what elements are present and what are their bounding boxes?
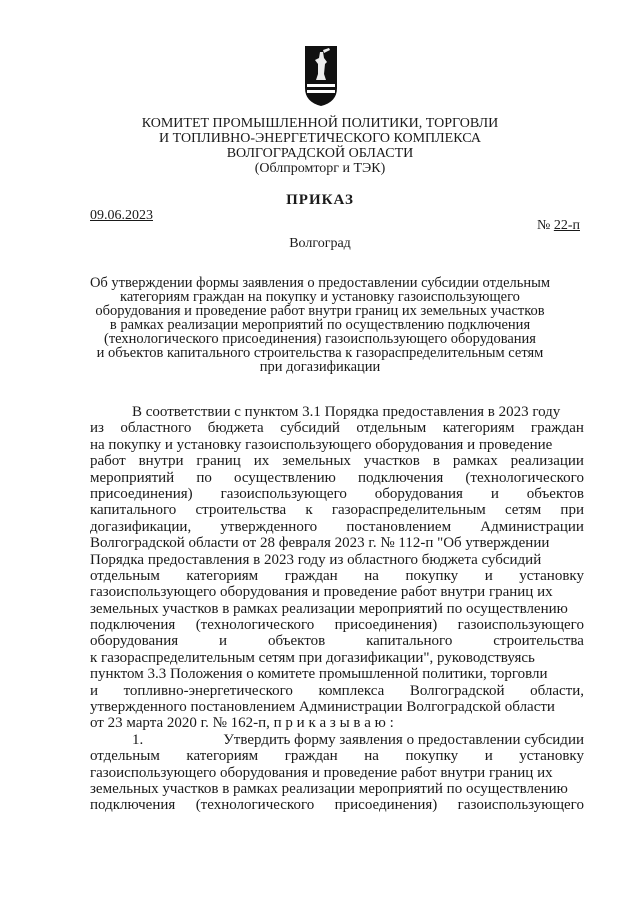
order-title: ПРИКАЗ (286, 192, 354, 208)
body-word: газоиспользующего (220, 485, 347, 502)
body-word: оборудования (90, 633, 179, 650)
body-line (90, 502, 584, 518)
body-word: утвержденного постановлением Администрации Волгоградской области (90, 699, 555, 716)
body-line (90, 748, 584, 764)
body-line (90, 633, 584, 649)
subject-line: в рамках реализации мероприятий по осуществлению подключения (109, 317, 531, 333)
body-word: В соответствии с пунктом 3.1 Порядка предоставления в 2023 году (132, 404, 561, 420)
org-line: ВОЛГОГРАДСКОЙ ОБЛАСТИ (226, 146, 414, 161)
body-word: Администрации (480, 518, 584, 535)
body-line (90, 584, 584, 600)
body-line (90, 535, 584, 551)
body-word: строительства (195, 502, 287, 519)
body-word: газоиспользующего оборудования и проведение работ внутри границ их (90, 584, 553, 601)
body-word: отдельным (90, 567, 160, 584)
body-line (90, 666, 584, 682)
body-word: от 23 марта 2020 г. № 162-п, п р и к а з ы в а ю : (90, 715, 394, 732)
body-word: категориям (186, 567, 259, 584)
body-word: и (484, 567, 493, 584)
body-word: постановлением (346, 518, 452, 535)
body-word: Порядка предоставления в 2023 году из областного бюджета субсидий (90, 551, 542, 568)
body-word: Волгоградской (409, 682, 505, 699)
body-word: утвержденного (220, 518, 318, 535)
order-number (537, 218, 580, 234)
body-word: граждан (284, 567, 338, 584)
body-word: к газораспределительным сетям при догазификации", руководствуясь (90, 649, 535, 666)
body-word: земельных (282, 453, 351, 470)
body-line (90, 601, 584, 617)
subject-line: категориям граждан на покупку и установку газоиспользующего (120, 289, 520, 305)
body-word: областного (120, 420, 192, 437)
subject-line: Об утверждении формы заявления о предоставлении субсидии отдельным (89, 275, 551, 291)
body-word: топливно-энергетического (123, 682, 293, 699)
body-word: внутри (138, 453, 184, 470)
body-line (90, 404, 584, 420)
body-word: (технологического (465, 469, 584, 486)
body-line (90, 568, 584, 584)
body-word: из (90, 420, 104, 437)
body-word: и (484, 748, 493, 765)
order-number-prefix: № (536, 218, 554, 233)
subject-line: (технологического присоединения) газоиспользующего оборудования (104, 331, 536, 347)
body-word: категориям (442, 420, 515, 437)
org-line: И ТОПЛИВНО-ЭНЕРГЕТИЧЕСКОГО КОМПЛЕКСА (159, 131, 481, 146)
body-word: участков (363, 453, 420, 470)
body-word: комплекса (318, 682, 385, 699)
body-word: подключения (358, 469, 444, 486)
body-line (90, 617, 584, 633)
body-line (90, 683, 584, 699)
body-line (90, 453, 584, 469)
order-number-value: 22-п (553, 218, 580, 233)
body-word: рамках (452, 453, 498, 470)
body-word: и (490, 485, 499, 502)
body-line (90, 519, 584, 535)
order-subject (0, 276, 640, 374)
body-word: и (219, 633, 228, 650)
body-word: отдельным (356, 420, 427, 437)
body-word: подключения (90, 797, 176, 814)
body-word: при (560, 502, 584, 519)
body-word: субсидий (280, 420, 340, 437)
body-word: пунктом 3.3 Положения о комитете промышленной политики, торговли (90, 666, 548, 683)
body-word: покупку (405, 748, 459, 765)
body-word: границ (196, 453, 241, 470)
order-city: Волгоград (289, 236, 351, 251)
body-line (90, 732, 584, 748)
body-line (90, 470, 584, 486)
organization-name (0, 116, 640, 176)
body-line (90, 486, 584, 502)
volgograd-emblem-icon (303, 44, 339, 108)
body-word: 1. (132, 731, 144, 748)
body-word: газоиспользующего (457, 797, 584, 814)
body-word: по (196, 469, 212, 486)
body-word: (технологического (195, 797, 315, 814)
body-word: бюджета (207, 420, 264, 437)
body-word: на (364, 748, 379, 765)
org-abbreviation: (Облпромторг и ТЭК) (254, 161, 386, 176)
body-word: присоединения) (334, 797, 438, 814)
body-word: и (90, 682, 99, 699)
body-word: капитального (366, 633, 453, 650)
body-line (90, 420, 584, 436)
order-body (90, 404, 584, 814)
body-word: Утвердить форму заявления о предоставлении субсидии (223, 731, 584, 748)
body-word: мероприятий (90, 469, 175, 486)
body-word: граждан (530, 420, 584, 437)
body-word: Волгоградской области от 28 февраля 2023 г. № 112-п "Об утверждении (90, 535, 550, 552)
body-word: их (253, 453, 270, 470)
body-word: земельных участков в рамках реализации мероприятий по осуществлению (90, 600, 568, 617)
body-word: установку (519, 748, 584, 765)
body-word: газоиспользующего (457, 617, 584, 634)
body-word: капитального (90, 502, 177, 519)
body-word: на покупку и установку газоиспользующего оборудования и проведение (90, 436, 553, 453)
body-line (90, 437, 584, 453)
body-word: оборудования (374, 485, 463, 502)
body-word: в (432, 453, 440, 470)
body-word: к (305, 502, 313, 519)
body-line (90, 797, 584, 813)
body-word: догазификации, (90, 518, 192, 535)
body-word: подключения (90, 617, 176, 634)
org-line: КОМИТЕТ ПРОМЫШЛЕННОЙ ПОЛИТИКИ, ТОРГОВЛИ (141, 116, 499, 131)
body-word: области, (530, 682, 584, 699)
body-word: отдельным (90, 748, 160, 765)
body-word: присоединения) (90, 485, 193, 502)
body-word: работ (90, 453, 126, 470)
body-word: газораспределительным (331, 502, 486, 519)
body-line (90, 650, 584, 666)
body-line (90, 765, 584, 781)
body-line (90, 715, 584, 731)
subject-line: и объектов капитального строительства к газораспределительным сетям (96, 345, 544, 361)
body-word: объектов (267, 633, 326, 650)
subject-line: при догазификации (259, 359, 381, 375)
body-line (90, 781, 584, 797)
body-word: реализации (510, 453, 584, 470)
body-word: покупку (405, 567, 459, 584)
body-word: присоединения) (334, 617, 438, 634)
body-word: строительства (493, 633, 584, 650)
body-word: на (364, 567, 379, 584)
subject-line: оборудования и проведение работ внутри границ их земельных участков (95, 303, 545, 319)
body-word: осуществлению (233, 469, 336, 486)
body-word: категориям (186, 748, 259, 765)
body-word: земельных участков в рамках реализации мероприятий по осуществлению (90, 780, 568, 797)
body-word: граждан (284, 748, 338, 765)
body-line (90, 699, 584, 715)
body-word: установку (519, 567, 584, 584)
body-word: сетям (504, 502, 542, 519)
body-word: газоиспользующего оборудования и проведение работ внутри границ их (90, 764, 553, 781)
body-word: объектов (526, 485, 584, 502)
body-word: (технологического (195, 617, 315, 634)
order-date: 09.06.2023 (90, 208, 153, 223)
body-line (90, 552, 584, 568)
